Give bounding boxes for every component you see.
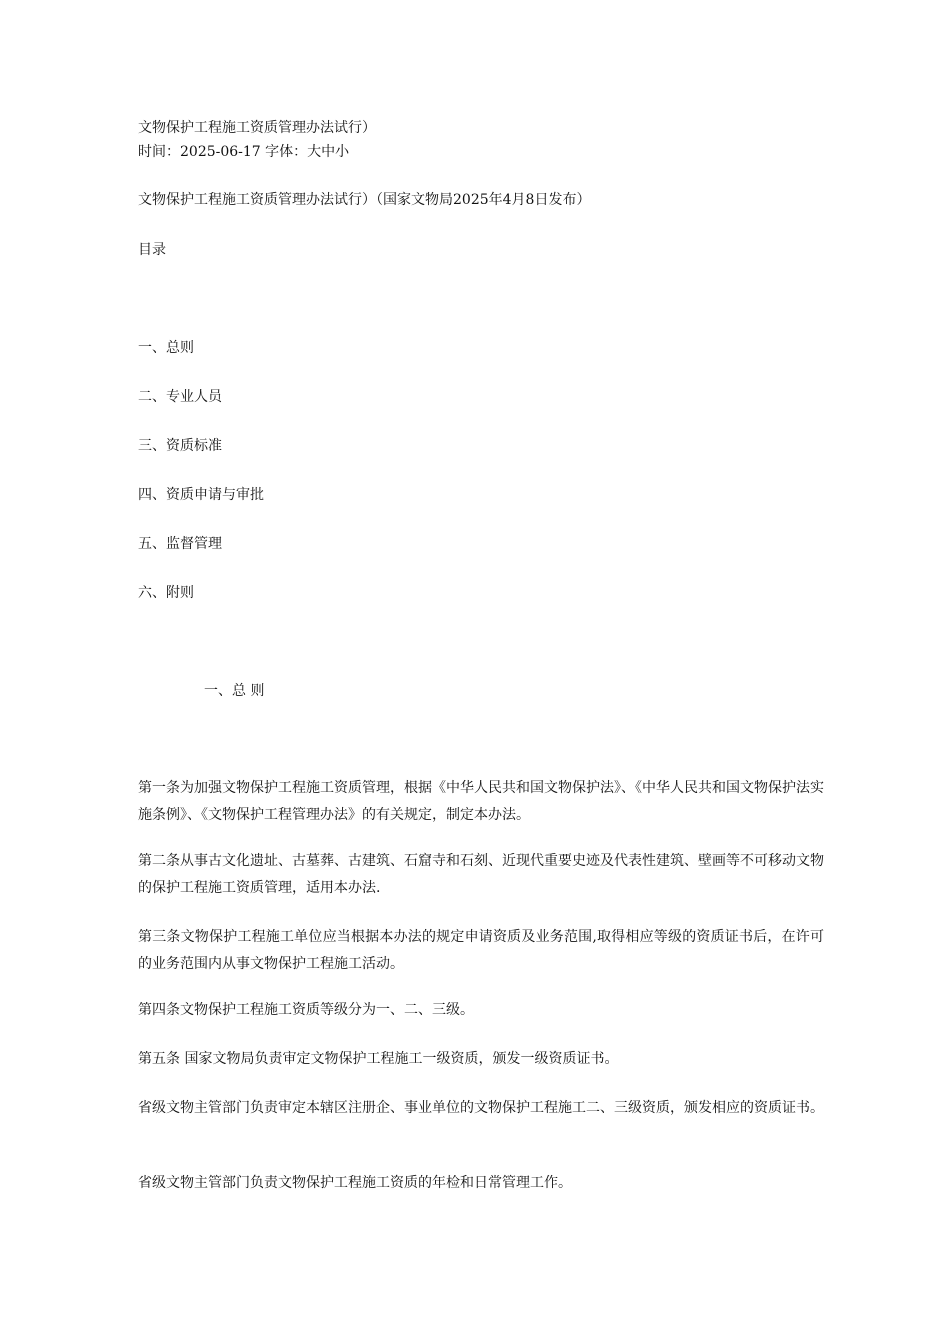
article-paragraph: 第一条为加强文物保护工程施工资质管理，根据《中华人民共和国文物保护法》、《中华人民共和国文物保护法实施条例》、《文物保护工程管理办法》的有关规定，制定本办法。: [138, 780, 824, 823]
toc-item: 五、监督管理: [138, 536, 222, 552]
toc-item: 六、附则: [138, 585, 194, 601]
toc-item: 四、资质申请与审批: [138, 487, 264, 503]
article-paragraph: 第四条文物保护工程施工资质等级分为一、二、三级。: [138, 1002, 474, 1018]
toc-item: 一、总则: [138, 340, 194, 356]
page-title: 文物保护工程施工资质管理办法试行）: [138, 120, 376, 136]
document-full-title: 文物保护工程施工资质管理办法试行）（国家文物局2025年4月8日发布）: [138, 192, 591, 208]
article-paragraph: 第二条从事古文化遗址、古墓葬、古建筑、石窟寺和石刻、近现代重要史迹及代表性建筑、壁画等不可移动文物的保护工程施工资质管理，适用本办法.: [138, 853, 824, 896]
page-meta: 时间：2025-06-17 字体：大中小: [138, 144, 350, 160]
article-paragraph: 省级文物主管部门负责审定本辖区注册企、事业单位的文物保护工程施工二、三级资质，颁发相应的资质证书。: [138, 1100, 824, 1116]
article-paragraph: 省级文物主管部门负责文物保护工程施工资质的年检和日常管理工作。: [138, 1175, 572, 1191]
article-paragraph: 第三条文物保护工程施工单位应当根据本办法的规定申请资质及业务范围,取得相应等级的资质证书后，在许可的业务范围内从事文物保护工程施工活动。: [138, 929, 824, 972]
toc-heading: 目录: [138, 242, 166, 258]
toc-item: 二、专业人员: [138, 389, 222, 405]
toc-item: 三、资质标准: [138, 438, 222, 454]
section-heading: 一、总 则: [204, 683, 265, 699]
article-paragraph: 第五条 国家文物局负责审定文物保护工程施工一级资质，颁发一级资质证书。: [138, 1051, 619, 1067]
